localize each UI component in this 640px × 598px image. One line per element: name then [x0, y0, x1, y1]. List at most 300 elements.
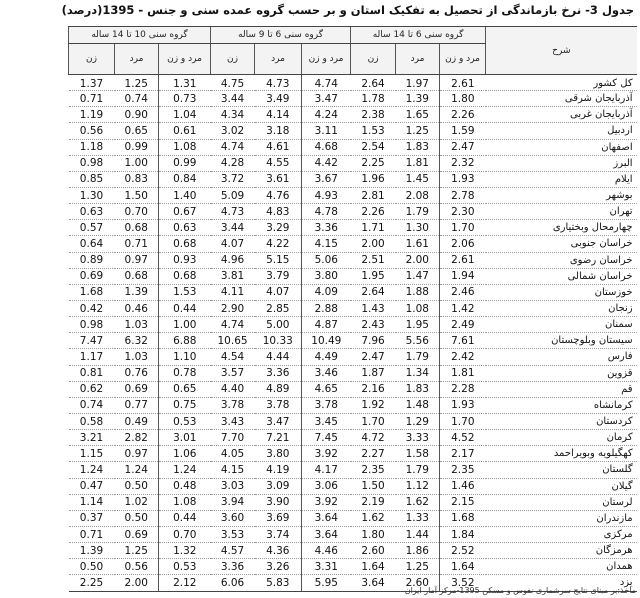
value-cell: 10.33	[255, 333, 302, 349]
value-cell: 5.00	[255, 317, 302, 333]
province-name: سمنان	[486, 317, 637, 333]
value-cell: 1.43	[351, 300, 396, 316]
value-cell: 1.04	[159, 107, 211, 123]
value-cell: 0.76	[115, 365, 159, 381]
value-cell: 1.37	[69, 75, 115, 91]
value-cell: 1.84	[440, 526, 486, 542]
value-cell: 0.99	[159, 155, 211, 171]
value-cell: 5.09	[211, 187, 255, 203]
value-cell: 2.38	[351, 107, 396, 123]
value-cell: 2.25	[351, 155, 396, 171]
value-cell: 0.74	[69, 397, 115, 413]
subheader-female: زن	[211, 44, 255, 75]
value-cell: 0.62	[69, 381, 115, 397]
value-cell: 1.50	[351, 478, 396, 494]
value-cell: 2.28	[440, 381, 486, 397]
value-cell: 3.33	[396, 430, 440, 446]
value-cell: 4.07	[255, 284, 302, 300]
value-cell: 3.61	[255, 171, 302, 187]
value-cell: 2.12	[159, 575, 211, 591]
value-cell: 0.49	[115, 413, 159, 429]
value-cell: 2.81	[351, 187, 396, 203]
value-cell: 2.16	[351, 381, 396, 397]
value-cell: 0.48	[159, 478, 211, 494]
table-row	[69, 75, 637, 91]
value-cell: 0.46	[115, 300, 159, 316]
table-row	[69, 187, 637, 203]
value-cell: 1.19	[69, 107, 115, 123]
value-cell: 4.72	[351, 430, 396, 446]
value-cell: 1.92	[351, 397, 396, 413]
value-cell: 3.78	[211, 397, 255, 413]
value-cell: 7.45	[302, 430, 351, 446]
province-name: قزوین	[486, 365, 637, 381]
value-cell: 2.27	[351, 446, 396, 462]
value-cell: 4.65	[302, 381, 351, 397]
value-cell: 3.21	[69, 430, 115, 446]
value-cell: 1.32	[159, 543, 211, 559]
table-row	[69, 349, 637, 365]
value-cell: 2.49	[440, 317, 486, 333]
value-cell: 2.00	[351, 236, 396, 252]
province-name: کرمان	[486, 430, 637, 446]
province-name: بوشهر	[486, 187, 637, 203]
value-cell: 2.26	[440, 107, 486, 123]
value-cell: 1.03	[115, 349, 159, 365]
value-cell: 4.36	[255, 543, 302, 559]
value-cell: 1.53	[159, 284, 211, 300]
value-cell: 1.33	[396, 510, 440, 526]
value-cell: 0.69	[115, 381, 159, 397]
table-row	[69, 139, 637, 155]
table-row	[69, 559, 637, 575]
table-row	[69, 446, 637, 462]
value-cell: 0.53	[159, 559, 211, 575]
value-cell: 4.19	[255, 462, 302, 478]
value-cell: 1.86	[396, 543, 440, 559]
province-name: گلستان	[486, 462, 637, 478]
value-cell: 2.54	[351, 139, 396, 155]
value-cell: 4.34	[211, 107, 255, 123]
value-cell: 3.49	[255, 91, 302, 107]
value-cell: 1.50	[115, 187, 159, 203]
value-cell: 3.57	[211, 365, 255, 381]
value-cell: 5.95	[302, 575, 351, 591]
value-cell: 2.52	[440, 543, 486, 559]
value-cell: 0.42	[69, 300, 115, 316]
value-cell: 3.79	[255, 268, 302, 284]
value-cell: 2.30	[440, 204, 486, 220]
value-cell: 1.64	[351, 559, 396, 575]
value-cell: 0.56	[115, 559, 159, 575]
value-cell: 7.96	[351, 333, 396, 349]
value-cell: 5.06	[302, 252, 351, 268]
value-cell: 10.65	[211, 333, 255, 349]
value-cell: 2.51	[351, 252, 396, 268]
value-cell: 0.69	[115, 526, 159, 542]
value-cell: 4.49	[302, 349, 351, 365]
value-cell: 1.39	[396, 91, 440, 107]
table-row	[69, 478, 637, 494]
table-row	[69, 494, 637, 510]
value-cell: 1.40	[159, 187, 211, 203]
value-cell: 1.65	[396, 107, 440, 123]
value-cell: 3.64	[351, 575, 396, 591]
data-table	[68, 26, 637, 592]
value-cell: 2.60	[396, 575, 440, 591]
value-cell: 1.18	[69, 139, 115, 155]
value-cell: 3.60	[211, 510, 255, 526]
value-cell: 4.52	[440, 430, 486, 446]
value-cell: 4.24	[302, 107, 351, 123]
value-cell: 6.06	[211, 575, 255, 591]
value-cell: 1.80	[351, 526, 396, 542]
value-cell: 1.87	[351, 365, 396, 381]
value-cell: 5.56	[396, 333, 440, 349]
value-cell: 4.74	[211, 317, 255, 333]
province-name: آذربایجان غربی	[486, 107, 637, 123]
value-cell: 1.15	[69, 446, 115, 462]
value-cell: 2.78	[440, 187, 486, 203]
value-cell: 0.68	[115, 268, 159, 284]
value-cell: 1.68	[69, 284, 115, 300]
subheader-male: مرد	[255, 44, 302, 75]
value-cell: 2.32	[440, 155, 486, 171]
table-row	[69, 510, 637, 526]
value-cell: 1.10	[159, 349, 211, 365]
subheader-total: مرد و زن	[302, 44, 351, 75]
value-cell: 1.03	[115, 317, 159, 333]
value-cell: 2.15	[440, 494, 486, 510]
value-cell: 0.63	[69, 204, 115, 220]
province-name: کل کشور	[486, 75, 637, 91]
value-cell: 0.53	[159, 413, 211, 429]
province-name: گیلان	[486, 478, 637, 494]
subheader-male: مرد	[396, 44, 440, 75]
value-cell: 1.97	[396, 75, 440, 91]
value-cell: 7.61	[440, 333, 486, 349]
value-cell: 4.75	[211, 75, 255, 91]
value-cell: 0.65	[115, 123, 159, 139]
value-cell: 2.47	[440, 139, 486, 155]
value-cell: 1.70	[440, 220, 486, 236]
value-cell: 0.98	[69, 155, 115, 171]
subheader-total: مرد و زن	[440, 44, 486, 75]
value-cell: 3.53	[211, 526, 255, 542]
value-cell: 0.65	[159, 381, 211, 397]
value-cell: 0.75	[159, 397, 211, 413]
province-name: همدان	[486, 559, 637, 575]
value-cell: 1.00	[159, 317, 211, 333]
group-header-6-9: گروه سنی 6 تا 9 ساله	[211, 27, 351, 44]
value-cell: 1.25	[396, 123, 440, 139]
value-cell: 3.09	[255, 478, 302, 494]
value-cell: 0.90	[115, 107, 159, 123]
table-row	[69, 204, 637, 220]
value-cell: 3.06	[302, 478, 351, 494]
value-cell: 1.95	[351, 268, 396, 284]
value-cell: 0.70	[115, 204, 159, 220]
value-cell: 1.70	[440, 413, 486, 429]
value-cell: 1.34	[396, 365, 440, 381]
value-cell: 4.15	[302, 236, 351, 252]
value-cell: 4.68	[302, 139, 351, 155]
table-row	[69, 300, 637, 316]
value-cell: 1.25	[396, 559, 440, 575]
province-name: مرکزی	[486, 526, 637, 542]
value-cell: 3.46	[302, 365, 351, 381]
value-cell: 0.81	[69, 365, 115, 381]
table-row	[69, 543, 637, 559]
value-cell: 0.97	[115, 446, 159, 462]
value-cell: 1.44	[396, 526, 440, 542]
value-cell: 0.50	[69, 559, 115, 575]
subheader-male: مرد	[115, 44, 159, 75]
table-row	[69, 284, 637, 300]
table-title: جدول 3- نرخ بازماندگی از تحصیل به تفکیک استان و بر حسب گروه عمده سنی و جنس - 1395(درصد)	[61, 3, 634, 17]
value-cell: 4.73	[255, 75, 302, 91]
value-cell: 1.29	[396, 413, 440, 429]
value-cell: 10.49	[302, 333, 351, 349]
value-cell: 4.73	[211, 204, 255, 220]
value-cell: 4.83	[255, 204, 302, 220]
value-cell: 1.24	[115, 462, 159, 478]
value-cell: 1.24	[159, 462, 211, 478]
value-cell: 2.90	[211, 300, 255, 316]
value-cell: 1.79	[396, 204, 440, 220]
value-cell: 3.29	[255, 220, 302, 236]
table-row	[69, 236, 637, 252]
value-cell: 1.42	[440, 300, 486, 316]
province-name: البرز	[486, 155, 637, 171]
value-cell: 1.78	[351, 91, 396, 107]
table-row	[69, 220, 637, 236]
value-cell: 4.74	[211, 139, 255, 155]
table-row	[69, 91, 637, 107]
value-cell: 2.42	[440, 349, 486, 365]
value-cell: 4.76	[255, 187, 302, 203]
value-cell: 4.07	[211, 236, 255, 252]
value-cell: 1.24	[69, 462, 115, 478]
value-cell: 4.09	[302, 284, 351, 300]
value-cell: 4.78	[302, 204, 351, 220]
province-name: خوزستان	[486, 284, 637, 300]
value-cell: 2.46	[440, 284, 486, 300]
value-cell: 2.17	[440, 446, 486, 462]
value-cell: 0.97	[115, 252, 159, 268]
value-cell: 1.59	[440, 123, 486, 139]
value-cell: 2.25	[69, 575, 115, 591]
table-row	[69, 268, 637, 284]
value-cell: 1.47	[396, 268, 440, 284]
value-cell: 1.80	[440, 91, 486, 107]
row-header: شرح	[486, 27, 637, 75]
value-cell: 4.57	[211, 543, 255, 559]
value-cell: 7.21	[255, 430, 302, 446]
value-cell: 0.44	[159, 300, 211, 316]
table-row	[69, 397, 637, 413]
value-cell: 1.93	[440, 397, 486, 413]
value-cell: 4.11	[211, 284, 255, 300]
value-cell: 4.42	[302, 155, 351, 171]
value-cell: 0.83	[115, 171, 159, 187]
value-cell: 0.50	[115, 510, 159, 526]
subheader-total: مرد و زن	[159, 44, 211, 75]
value-cell: 0.78	[159, 365, 211, 381]
table-row	[69, 123, 637, 139]
value-cell: 1.08	[159, 494, 211, 510]
value-cell: 1.48	[396, 397, 440, 413]
value-cell: 0.93	[159, 252, 211, 268]
value-cell: 1.93	[440, 171, 486, 187]
value-cell: 2.47	[351, 349, 396, 365]
value-cell: 5.83	[255, 575, 302, 591]
value-cell: 2.19	[351, 494, 396, 510]
value-cell: 0.71	[69, 91, 115, 107]
province-name: اصفهان	[486, 139, 637, 155]
province-name: خراسان جنوبی	[486, 236, 637, 252]
value-cell: 1.30	[396, 220, 440, 236]
value-cell: 3.43	[211, 413, 255, 429]
table-row	[69, 171, 637, 187]
province-name: آذربایجان شرقی	[486, 91, 637, 107]
table-row	[69, 430, 637, 446]
value-cell: 3.78	[255, 397, 302, 413]
value-cell: 4.14	[255, 107, 302, 123]
value-cell: 1.88	[396, 284, 440, 300]
value-cell: 0.44	[159, 510, 211, 526]
province-name: کهگیلویه وبویراحمد	[486, 446, 637, 462]
value-cell: 3.01	[159, 430, 211, 446]
value-cell: 2.08	[396, 187, 440, 203]
value-cell: 0.71	[69, 526, 115, 542]
value-cell: 4.17	[302, 462, 351, 478]
value-cell: 0.73	[159, 91, 211, 107]
province-name: کرمانشاه	[486, 397, 637, 413]
value-cell: 4.87	[302, 317, 351, 333]
value-cell: 0.67	[159, 204, 211, 220]
value-cell: 1.71	[351, 220, 396, 236]
value-cell: 0.56	[69, 123, 115, 139]
value-cell: 0.64	[69, 236, 115, 252]
province-name: سیستان وبلوچستان	[486, 333, 637, 349]
value-cell: 2.85	[255, 300, 302, 316]
value-cell: 3.18	[255, 123, 302, 139]
value-cell: 3.36	[255, 365, 302, 381]
value-cell: 3.02	[211, 123, 255, 139]
value-cell: 4.40	[211, 381, 255, 397]
value-cell: 3.81	[211, 268, 255, 284]
value-cell: 1.00	[115, 155, 159, 171]
value-cell: 1.79	[396, 349, 440, 365]
value-cell: 0.99	[115, 139, 159, 155]
value-cell: 3.74	[255, 526, 302, 542]
value-cell: 6.32	[115, 333, 159, 349]
table-row	[69, 526, 637, 542]
value-cell: 5.15	[255, 252, 302, 268]
value-cell: 0.89	[69, 252, 115, 268]
province-name: چهارمحال وبختیاری	[486, 220, 637, 236]
value-cell: 4.74	[302, 75, 351, 91]
value-cell: 3.03	[211, 478, 255, 494]
value-cell: 1.25	[115, 543, 159, 559]
value-cell: 0.84	[159, 171, 211, 187]
value-cell: 1.83	[396, 381, 440, 397]
value-cell: 0.57	[69, 220, 115, 236]
value-cell: 3.69	[255, 510, 302, 526]
value-cell: 3.80	[255, 446, 302, 462]
value-cell: 3.92	[302, 494, 351, 510]
subheader-female: زن	[351, 44, 396, 75]
province-name: لرستان	[486, 494, 637, 510]
value-cell: 0.74	[115, 91, 159, 107]
value-cell: 0.85	[69, 171, 115, 187]
value-cell: 4.15	[211, 462, 255, 478]
value-cell: 2.35	[440, 462, 486, 478]
value-cell: 1.95	[396, 317, 440, 333]
value-cell: 2.88	[302, 300, 351, 316]
table-row	[69, 462, 637, 478]
table-row	[69, 365, 637, 381]
source-note: ماخذ:بر مبنای نتایج سرشماری نفوس و مسکن 1395-مرکز آمار ایران	[404, 586, 636, 595]
value-cell: 1.12	[396, 478, 440, 494]
province-name: قم	[486, 381, 637, 397]
value-cell: 2.64	[351, 284, 396, 300]
value-cell: 2.82	[115, 430, 159, 446]
value-cell: 1.06	[159, 446, 211, 462]
value-cell: 1.79	[396, 462, 440, 478]
value-cell: 3.94	[211, 494, 255, 510]
value-cell: 1.39	[69, 543, 115, 559]
value-cell: 4.22	[255, 236, 302, 252]
value-cell: 1.31	[159, 75, 211, 91]
value-cell: 4.54	[211, 349, 255, 365]
value-cell: 1.94	[440, 268, 486, 284]
value-cell: 1.62	[351, 510, 396, 526]
value-cell: 1.83	[396, 139, 440, 155]
value-cell: 1.64	[440, 559, 486, 575]
value-cell: 3.64	[302, 510, 351, 526]
table-row	[69, 413, 637, 429]
value-cell: 1.17	[69, 349, 115, 365]
province-name: خراسان شمالی	[486, 268, 637, 284]
value-cell: 3.31	[302, 559, 351, 575]
subheader-female: زن	[69, 44, 115, 75]
table-row	[69, 333, 637, 349]
value-cell: 3.80	[302, 268, 351, 284]
value-cell: 2.06	[440, 236, 486, 252]
province-name: فارس	[486, 349, 637, 365]
province-name: مازندران	[486, 510, 637, 526]
value-cell: 1.30	[69, 187, 115, 203]
value-cell: 1.02	[115, 494, 159, 510]
value-cell: 2.26	[351, 204, 396, 220]
value-cell: 3.64	[302, 526, 351, 542]
province-name: هرمزگان	[486, 543, 637, 559]
value-cell: 0.63	[159, 220, 211, 236]
value-cell: 1.81	[440, 365, 486, 381]
table-row	[69, 252, 637, 268]
value-cell: 4.55	[255, 155, 302, 171]
value-cell: 1.46	[440, 478, 486, 494]
table-body	[69, 75, 637, 592]
value-cell: 2.61	[440, 75, 486, 91]
value-cell: 2.64	[351, 75, 396, 91]
table-row	[69, 155, 637, 171]
value-cell: 2.43	[351, 317, 396, 333]
value-cell: 1.61	[396, 236, 440, 252]
value-cell: 2.00	[115, 575, 159, 591]
